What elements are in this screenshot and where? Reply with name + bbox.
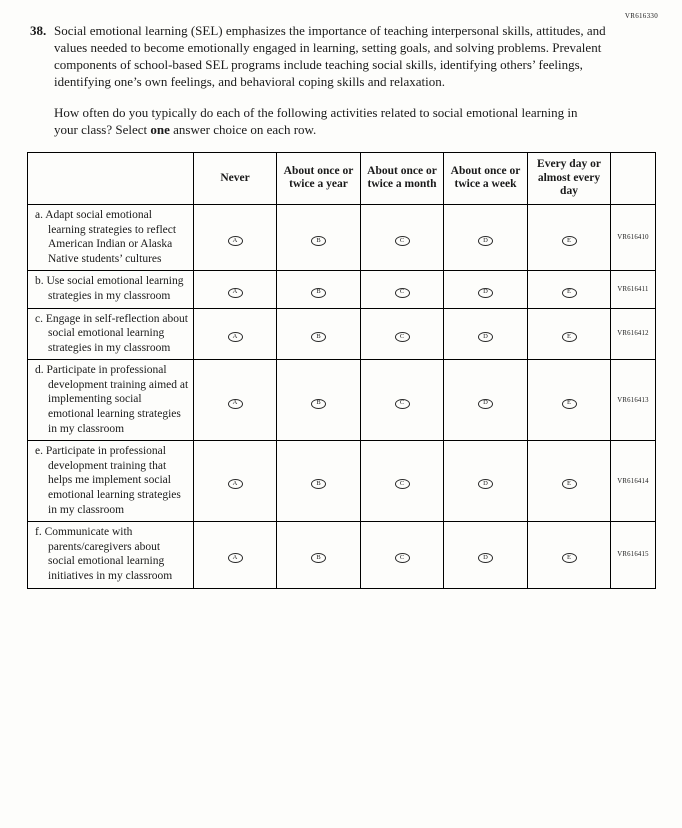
table-row-d [28,360,656,441]
answer-bubble-e[interactable]: E [562,332,577,342]
answer-bubble-d[interactable]: D [478,399,493,409]
row-letter: c. [35,312,43,325]
answer-bubble-c[interactable]: C [395,399,410,409]
answer-bubble-b[interactable]: B [311,236,326,246]
table-row-c [28,308,656,360]
row-letter: e. [35,445,43,458]
row-code: VR616414 [611,441,656,522]
header-code-blank [611,152,656,204]
answer-bubble-b[interactable]: B [311,399,326,409]
question-block [0,0,682,91]
row-letter: f. [35,526,42,539]
answer-bubble-c[interactable]: C [395,236,410,246]
page-corner-code: VR616330 [624,12,658,20]
table-row-f [28,522,656,588]
table-row-e [28,441,656,522]
answer-bubble-d[interactable]: D [478,332,493,342]
row-code: VR616412 [611,308,656,360]
table-row-b [28,271,656,308]
answer-bubble-e[interactable]: E [562,399,577,409]
table-row-a [28,204,656,270]
answer-bubble-a[interactable]: A [228,553,243,563]
answer-bubble-c[interactable]: C [395,332,410,342]
answer-bubble-e[interactable]: E [562,288,577,298]
row-label: Use social emotional learning strategies in my classroom [46,275,184,302]
row-code: VR616411 [611,271,656,308]
answer-bubble-b[interactable]: B [311,479,326,489]
answer-bubble-e[interactable]: E [562,479,577,489]
answer-bubble-b[interactable]: B [311,288,326,298]
row-code: VR616410 [611,204,656,270]
answer-bubble-d[interactable]: D [478,288,493,298]
row-letter: d. [35,364,44,377]
response-table [27,152,656,589]
answer-bubble-a[interactable]: A [228,332,243,342]
answer-bubble-a[interactable]: A [228,479,243,489]
header-row [28,152,656,204]
row-label: Adapt social emotional learning strategies to reflect American Indian or Alaska Native students’ cultures [45,208,177,265]
answer-bubble-b[interactable]: B [311,553,326,563]
row-label: Communicate with parents/caregivers about social emotional learning initiatives in my classroom [44,526,173,582]
header-once-month: About once or twice a month [361,152,444,204]
row-label: Participate in professional development training aimed at implementing social emotional learning strategies in my classroom [46,364,189,435]
row-code: VR616413 [611,360,656,441]
prompt-bold-word: one [150,121,170,137]
header-once-year: About once or twice a year [277,152,361,204]
header-once-week: About once or twice a week [444,152,528,204]
answer-bubble-d[interactable]: D [478,479,493,489]
header-blank [28,152,194,204]
question-number: 38. [30,23,47,38]
answer-bubble-c[interactable]: C [395,479,410,489]
answer-bubble-c[interactable]: C [395,553,410,563]
answer-bubble-b[interactable]: B [311,332,326,342]
header-every-day: Every day or almost every day [528,152,611,204]
question-prompt [0,91,682,138]
row-code: VR616415 [611,522,656,588]
answer-bubble-e[interactable]: E [562,236,577,246]
question-body: Social emotional learning (SEL) emphasizes the importance of teaching interpersonal skills, attitudes, and values needed to become emotionally engaged in learning, setting goals, and solving problems. Prevalent components of school-based SEL programs include teaching social skills, identifying others’ feelings, identifying one’s own feelings, and behavioral coping skills and relaxation. [54,23,606,90]
answer-bubble-a[interactable]: A [228,399,243,409]
answer-bubble-a[interactable]: A [228,236,243,246]
answer-bubble-d[interactable]: D [478,553,493,563]
answer-bubble-e[interactable]: E [562,553,577,563]
prompt-suffix: answer choice on each row. [169,121,317,137]
row-letter: b. [35,275,44,288]
header-never: Never [194,152,277,204]
prompt-prefix: How often do you typically do each of the following activities related to social emotional learning in your class? Select [54,104,578,137]
row-label: Engage in self-reflection about social emotional learning strategies in my classroom [45,312,188,354]
answer-bubble-a[interactable]: A [228,288,243,298]
row-letter: a. [35,208,43,221]
row-label: Participate in professional development training that helps me implement social emotional learning strategies in my classroom [45,445,181,516]
answer-bubble-d[interactable]: D [478,236,493,246]
answer-bubble-c[interactable]: C [395,288,410,298]
